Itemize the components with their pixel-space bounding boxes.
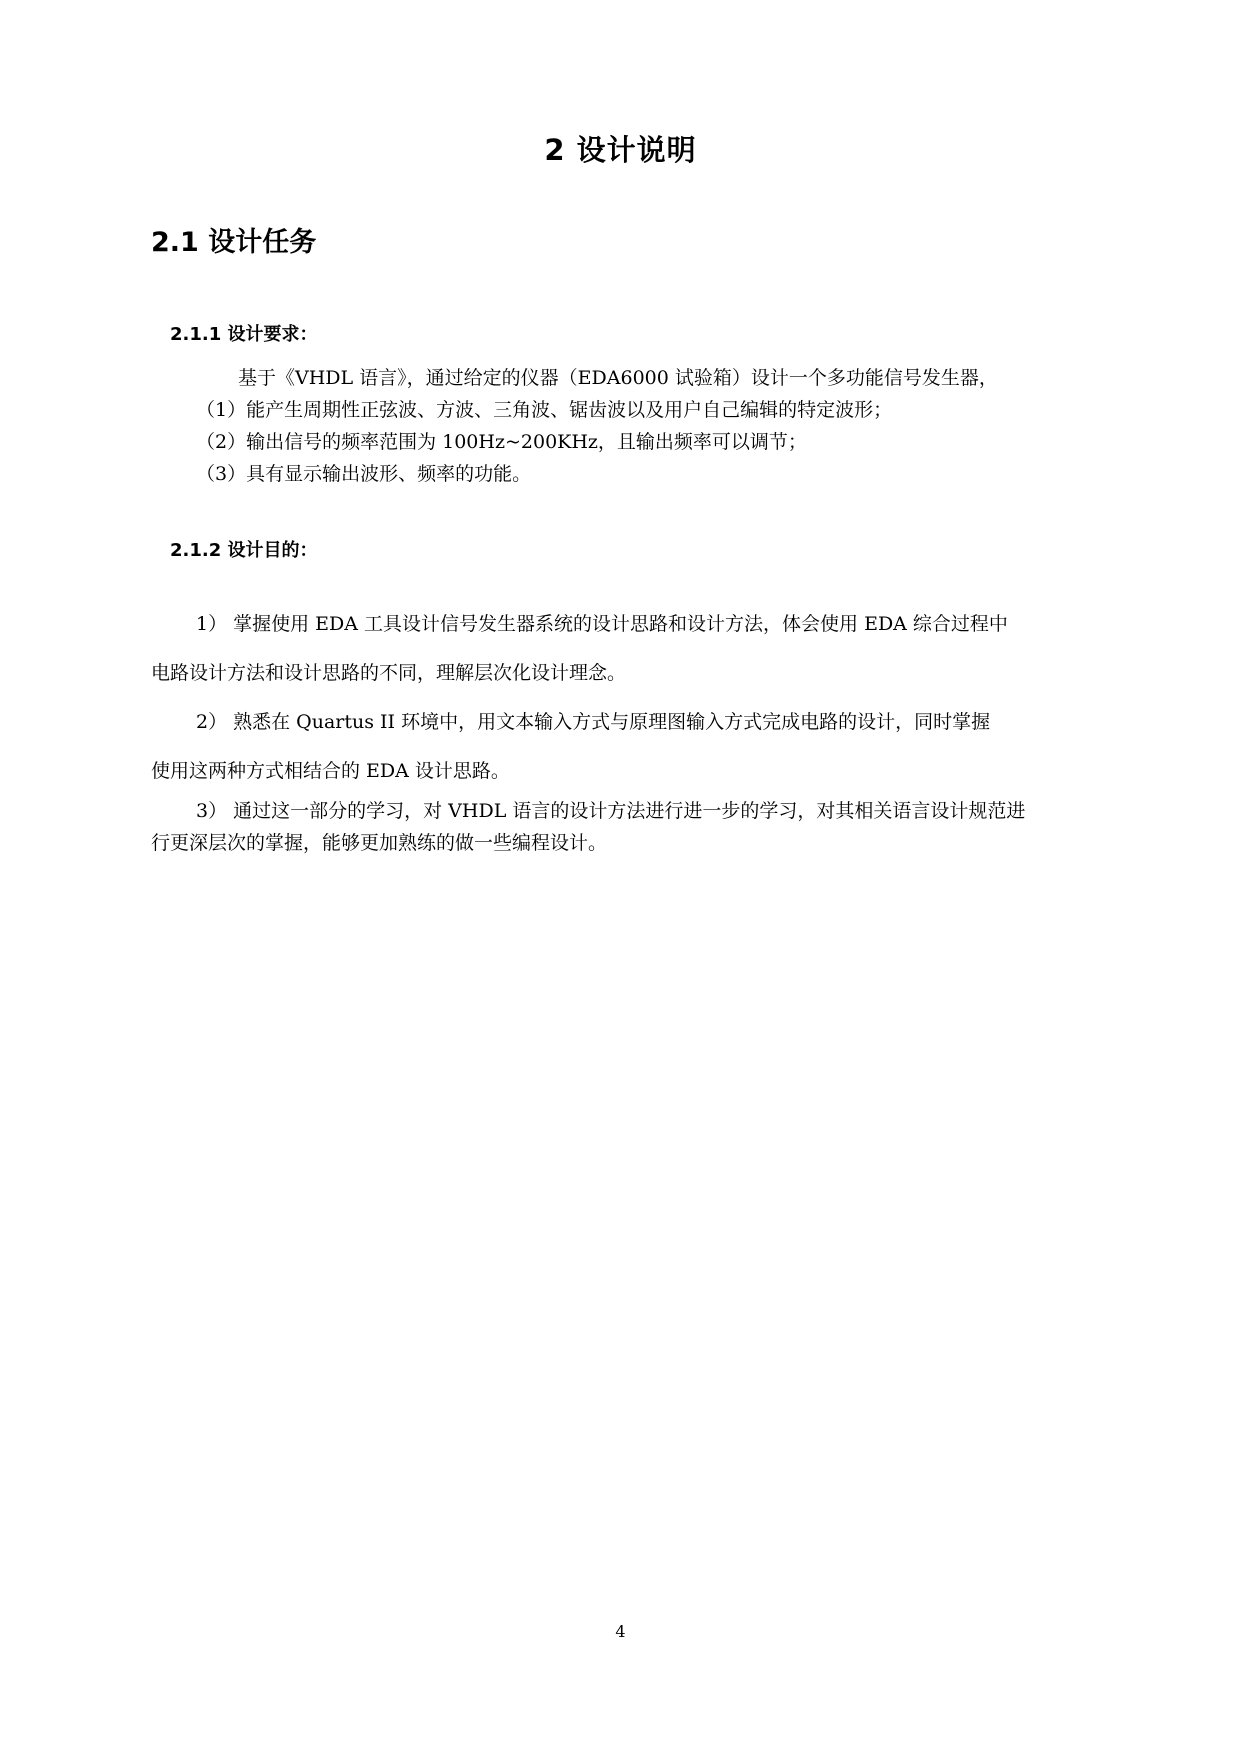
- goals-item-2-line-2: 使用这两种方式相结合的 EDA 设计思路。: [151, 760, 510, 782]
- section-title: 2.1 设计任务: [151, 227, 317, 258]
- requirements-item-1: （1）能产生周期性正弦波、方波、三角波、锯齿波以及用户自己编辑的特定波形；: [196, 399, 893, 421]
- chapter-title: 2 设计说明: [544, 133, 697, 167]
- subsection-title-goals: 2.1.2 设计目的：: [170, 540, 318, 561]
- goals-item-1-line-2: 电路设计方法和设计思路的不同，理解层次化设计理念。: [151, 662, 627, 684]
- requirements-item-2: （2）输出信号的频率范围为 100Hz~200KHz，且输出频率可以调节；: [196, 431, 807, 453]
- subsection-title-requirements: 2.1.1 设计要求：: [170, 324, 318, 345]
- requirements-item-3: （3）具有显示输出波形、频率的功能。: [196, 463, 532, 485]
- requirements-intro-line: 基于《VHDL 语言》，通过给定的仪器（EDA6000 试验箱）设计一个多功能信号发生器，: [238, 367, 998, 389]
- goals-item-3-line-2: 行更深层次的掌握，能够更加熟练的做一些编程设计。: [151, 832, 608, 854]
- goals-item-1-line-1: 1） 掌握使用 EDA 工具设计信号发生器系统的设计思路和设计方法，体会使用 EDA 综合过程中: [196, 613, 1008, 635]
- goals-item-3-line-1: 3） 通过这一部分的学习，对 VHDL 语言的设计方法进行进一步的学习，对其相关语言设计规范进: [196, 800, 1026, 822]
- page-number: 4: [615, 1622, 626, 1641]
- goals-item-2-line-1: 2） 熟悉在 Quartus II 环境中，用文本输入方式与原理图输入方式完成电路的设计，同时掌握: [196, 711, 991, 733]
